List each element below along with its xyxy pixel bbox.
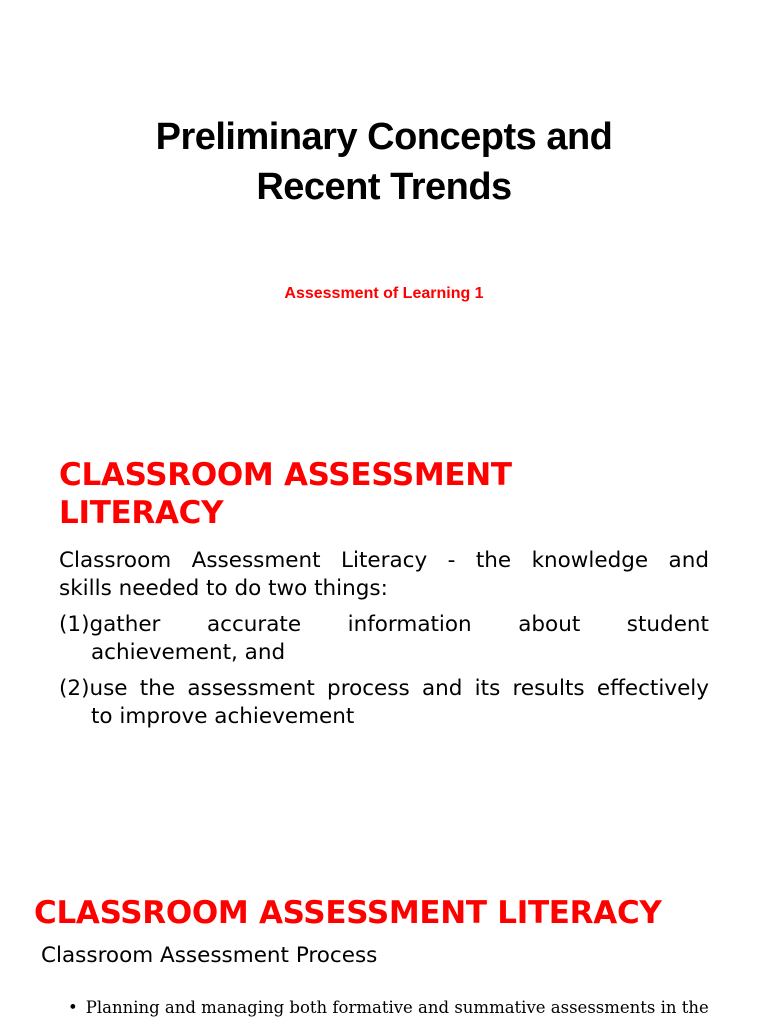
literacy-slide [0,440,768,860]
section-heading [59,456,719,532]
section-subheading: Classroom Assessment Process [41,943,378,968]
page-title [0,112,768,212]
section-heading: CLASSROOM ASSESSMENT LITERACY [34,895,662,931]
bullet-icon: • [68,998,78,1017]
definition-body [59,547,709,731]
item-1-line-2: achievement, and [91,640,286,665]
heading-line-2: LITERACY [59,495,224,531]
item-2-line-1: (2)use the assessment process and its results effectively [59,676,709,701]
definition-intro [59,547,709,603]
title-slide [0,0,768,420]
item-1-line-1: (1)gather accurate information about student [59,612,709,637]
bullet-item [68,996,709,1020]
item-2-line-2: to improve achievement [91,704,355,729]
heading-line-1: CLASSROOM ASSESSMENT [59,457,512,493]
intro-line-2: skills needed to do two things: [59,576,388,601]
process-slide [0,880,768,1024]
title-line-2: Recent Trends [256,166,512,208]
list-item [59,611,709,667]
title-line-1: Preliminary Concepts and [155,116,613,158]
subtitle: Assessment of Learning 1 [284,285,484,302]
bullet-text: Planning and managing both formative and summative assessments in the [85,998,709,1017]
intro-line-1: Classroom Assessment Literacy - the knowledge and [59,548,709,573]
list-item [59,675,709,731]
